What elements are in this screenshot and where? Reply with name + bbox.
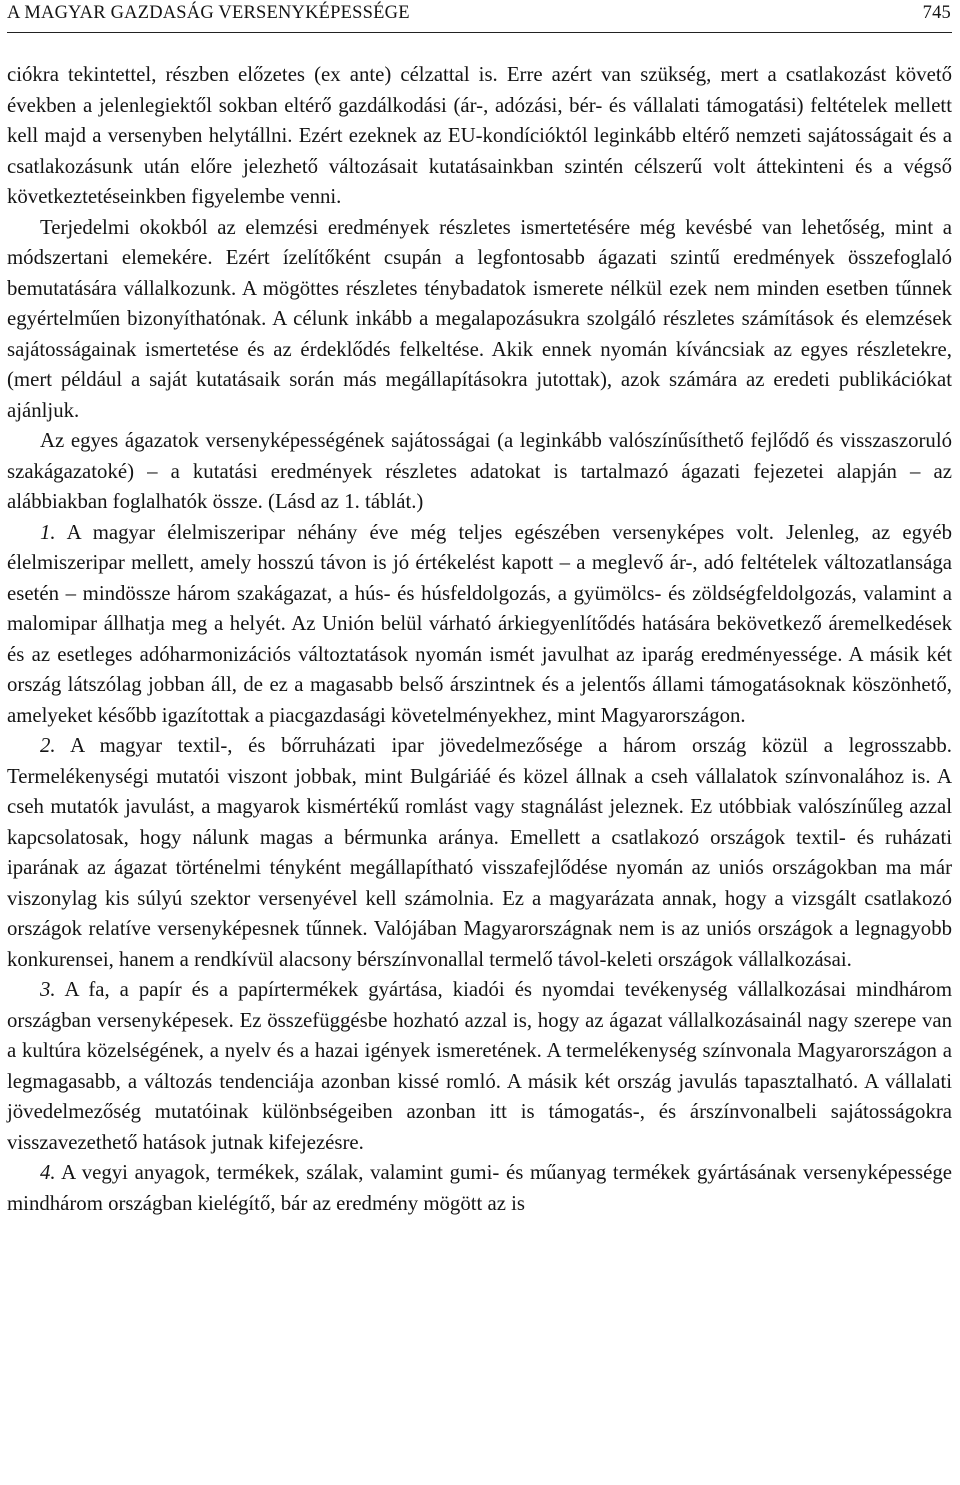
page-number: 745: [922, 3, 951, 23]
numbered-paragraph: [7, 731, 952, 975]
paragraph-text: ciókra tekintettel, részben előzetes (ex ante) célzattal is. Erre azért van szükség, mert a csatlakozást követő években a jelenlegiektől sokban eltérő gazdálkodási (ár-, adózási, bér- és vállalati támogatási) feltételek mellett kell majd a versenyben helytállni. Ezért ezeknek az EU-kondícióktól leginkább eltérő nemzeti sajátosságait és a csatlakozásunk után előre jelezhető változásait kutatásainkban szintén célszerű volt áttekinteni és a végső következtetéseinkben figyelembe venni.: [7, 63, 952, 208]
paragraph-text: A magyar élelmiszeripar néhány éve még teljes egészében versenyképes volt. Jelenleg, az egyéb élelmiszeripar mellett, amely hosszú távon is jó értékelést kapott – a meglevő ár-, adó feltételek változatlansága esetén – mindössze három szakágazat, a hús- és húsfeldolgozás, a gyümölcs- és zöldségfeldolgozás, valamint a malomipar állhatja meg a helyét. Az Unión belül várható árkiegyenlítődés hatására bekövetkező áremelkedések és az esetleges adóharmonizációs változtatások nyomán ismét javulhat az iparág eredményessége. A másik két ország látszólag jobban áll, de ez a magasabb belső árszintnek és a jelentős állami támogatásoknak köszönhető, amelyeket később igazítottak a piacgazdasági követelményekhez, mint Magyarországon.: [7, 520, 952, 727]
paragraph-number: 4.: [40, 1161, 56, 1184]
paragraph-text: A fa, a papír és a papírtermékek gyártása, kiadói és nyomdai tevékenység vállalkozásai mindhárom országban versenyképesek. Ez összefüggésbe hozható azzal is, hogy az ágazat vállalkozásainál nagy szerepe van a kultúra közelségének, a nyelv és a hazai igények ismeretének. A termelékenység színvonala Magyarországon a legmagasabb, a változás tendenciája azonban kissé romló. A másik két ország javulás tapasztalható. A vállalati jövedelmezőség mutatóinak különbségeiben azonban itt is támogatás-, és árszínvonalbeli sajátosságokra visszavezethető hatások jutnak kifejezésre.: [7, 978, 952, 1154]
paragraph-text: Az egyes ágazatok versenyképességének sajátosságai (a leginkább valószínűsíthető fejlődő és visszaszoruló szakágazatoké) – a kutatási eredmények részletes adatokat is tartalmazó ágazati fejezetei alapján – az alábbiakban foglalhatók össze. (Lásd az 1. táblát.): [7, 429, 952, 513]
paragraph-text: A magyar textil-, és bőrruházati ipar jövedelmezősége a három ország közül a legrosszabb. Termelékenységi mutatói viszont jobbak, mint Bulgáriáé és közel állnak a cseh vállalatok színvonalához is. A cseh mutatók javulást, a magyarok kismértékű romlást vagy stagnálást jeleznek. Ez utóbbiak valószínűleg azzal kapcsolatosak, hogy nálunk magas a bérmunka aránya. Emellett a csatlakozó országok textil- és ruházati iparának az ágazat történelmi tényként megállapítható visszafejlődése nyomán az uniós országokban ma már viszonylag kis súlyú szektor versenyével kell számolnia. Ez a magyarázata annak, hogy a vizsgált csatlakozó országok relatíve versenyképesnek tűnnek. Valójában Magyarországnak nem is az uniós országok a legnagyobb konkurensei, hanem a rendkívül alacsony bérszínvonallal termelő távol-keleti országok vállalkozásai.: [7, 734, 952, 971]
numbered-paragraph: [7, 1158, 952, 1219]
paragraph-text: A vegyi anyagok, termékek, szálak, valamint gumi- és műanyag termékek gyártásának versenyképessége mindhárom országban kielégítő, bár az eredmény mögött az is: [7, 1161, 952, 1215]
paragraph: [7, 213, 952, 427]
paragraph-text: Terjedelmi okokból az elemzési eredmények részletes ismertetésére még kevésbé van lehetőség, mint a módszertani elemekére. Ezért ízelítőként csupán a legfontosabb ágazati szintű eredmények összefoglaló bemutatására vállalkozunk. A mögöttes részletes ténybadatok ismerete nélkül ezek nem minden esetben tűnnek egyértelműen bizonyíthatónak. A célunk inkább a megalapozásukra szolgáló részletes számítások és elemzések sajátosságainak ismertetése és az érdeklődés felkeltése. Akik ennek nyomán kíváncsiak az egyes részletekre, (mert például a saját kutatásaik során más megállapításokra jutottak), azok számára az eredeti publikációkat ajánljuk.: [7, 215, 952, 422]
running-head-title: A MAGYAR GAZDASÁG VERSENYKÉPESSÉGE: [7, 3, 410, 23]
body-text: [7, 60, 952, 1219]
paragraph-number: 2.: [40, 734, 56, 757]
running-head: [7, 0, 952, 33]
paragraph-number: 3.: [40, 978, 56, 1001]
numbered-paragraph: [7, 975, 952, 1158]
numbered-paragraph: [7, 518, 952, 732]
paragraph: [7, 426, 952, 518]
paragraph: [7, 60, 952, 213]
paragraph-number: 1.: [40, 520, 56, 544]
